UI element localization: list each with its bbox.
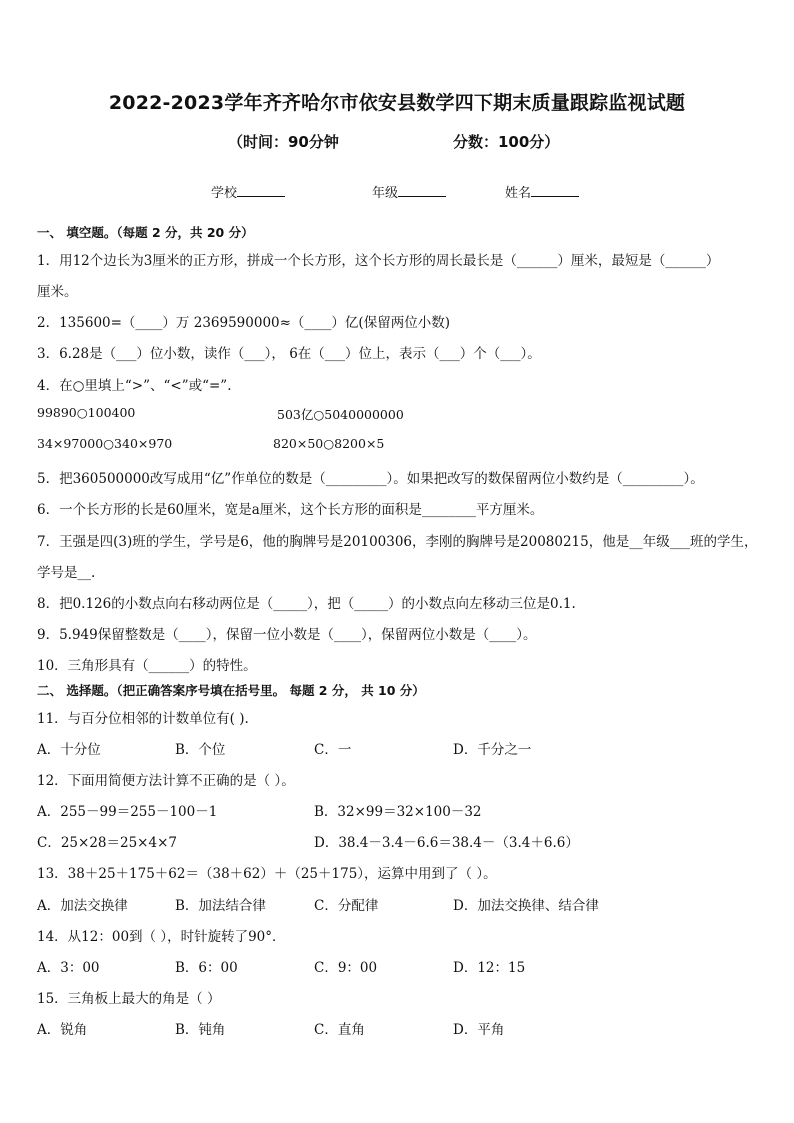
q13-option-b[interactable]: B．加法结合律 xyxy=(175,898,266,914)
section-2-heading: 二、 选择题。（把正确答案序号填在括号里。 每题 2 分， 共 10 分） xyxy=(37,683,425,698)
question-7: 7．王强是四(3)班的学生，学号是6，他的胸牌号是20100306，李刚的胸牌号是20080215，他是__年级___班的学生， xyxy=(37,534,758,550)
q13-option-c[interactable]: C．分配律 xyxy=(314,898,379,914)
grade-label: 年级 xyxy=(372,186,399,201)
school-label: 学校 xyxy=(211,186,238,201)
q14-option-c[interactable]: C．9：00 xyxy=(314,960,378,976)
q14-option-d[interactable]: D．12：15 xyxy=(453,960,526,976)
exam-time: （时间：90分钟 xyxy=(228,133,339,151)
question-14: 14．从12：00到（ ），时针旋转了90°． xyxy=(37,929,286,945)
question-13: 13．38＋25＋175＋62＝（38＋62）＋（25＋175），运算中用到了（ ）。 xyxy=(37,866,497,882)
q12-option-c[interactable]: C．25×28＝25×4×7 xyxy=(37,835,177,851)
name-field xyxy=(505,182,579,201)
compare-b: 503亿○5040000000 xyxy=(277,407,404,422)
q11-option-d[interactable]: D．千分之一 xyxy=(453,742,532,758)
q15-option-a[interactable]: A．锐角 xyxy=(37,1022,88,1038)
compare-d: 820×50○8200×5 xyxy=(273,436,385,451)
name-blank[interactable] xyxy=(531,184,579,197)
question-12: 12．下面用简便方法计算不正确的是（ ）。 xyxy=(37,773,295,789)
question-5: 5．把360500000改写成用“亿”作单位的数是（_________）。如果把改写的数保留两位小数约是（_________）。 xyxy=(37,471,704,487)
grade-blank[interactable] xyxy=(398,184,446,197)
question-8: 8．把0.126的小数点向右移动两位是（_____），把（_____）的小数点向左移动三位是0.1. xyxy=(37,596,576,612)
q13-option-d[interactable]: D．加法交换律、结合律 xyxy=(453,898,599,914)
question-7-cont: 学号是__. xyxy=(37,565,96,581)
q11-option-c[interactable]: C．一 xyxy=(314,742,352,758)
q13-option-a[interactable]: A．加法交换律 xyxy=(37,898,128,914)
q15-option-b[interactable]: B．钝角 xyxy=(175,1022,226,1038)
question-1-cont: 厘米。 xyxy=(37,284,78,300)
question-11: 11．与百分位相邻的计数单位有( ). xyxy=(37,711,249,727)
section-1-heading: 一、 填空题。（每题 2 分，共 20 分） xyxy=(37,225,254,240)
q14-option-a[interactable]: A．3：00 xyxy=(37,960,100,976)
question-2: 2．135600=（____）万 2369590000≈（____）亿(保留两位小数) xyxy=(37,315,450,331)
question-1: 1．用12个边长为3厘米的正方形，拼成一个长方形，这个长方形的周长最长是（______）厘米，最短是（______） xyxy=(37,253,720,269)
school-blank[interactable] xyxy=(237,184,285,197)
name-label: 姓名 xyxy=(505,186,532,201)
question-3: 3．6.28是（___）位小数，读作（___）， 6在（___）位上，表示（___）个（___）。 xyxy=(37,346,541,362)
q12-option-a[interactable]: A．255－99＝255－100－1 xyxy=(37,804,218,820)
q15-option-c[interactable]: C．直角 xyxy=(314,1022,365,1038)
q12-option-d[interactable]: D．38.4－3.4－6.6＝38.4－（3.4＋6.6） xyxy=(314,835,579,851)
exam-score: 分数：100分） xyxy=(453,133,560,151)
grade-field xyxy=(372,182,446,201)
q15-option-d[interactable]: D．平角 xyxy=(453,1022,505,1038)
question-10: 10．三角形具有（______）的特性。 xyxy=(37,658,257,674)
page-title: 2022-2023学年齐齐哈尔市依安县数学四下期末质量跟踪监视试题 xyxy=(108,92,686,114)
question-15: 15．三角板上最大的角是（ ） xyxy=(37,991,221,1007)
compare-a: 99890○100400 xyxy=(37,405,136,420)
question-6: 6．一个长方形的长是60厘米，宽是a厘米，这个长方形的面积是________平方厘米。 xyxy=(37,502,544,518)
compare-c: 34×97000○340×970 xyxy=(37,436,173,451)
school-field xyxy=(211,182,285,201)
question-4: 4．在○里填上“>”、“<”或“=”. xyxy=(37,378,232,394)
q11-option-b[interactable]: B．个位 xyxy=(175,742,226,758)
q11-option-a[interactable]: A．十分位 xyxy=(37,742,101,758)
q14-option-b[interactable]: B．6：00 xyxy=(175,960,238,976)
question-9: 9．5.949保留整数是（____），保留一位小数是（____），保留两位小数是（____）。 xyxy=(37,627,537,643)
q12-option-b[interactable]: B．32×99＝32×100－32 xyxy=(314,804,482,820)
